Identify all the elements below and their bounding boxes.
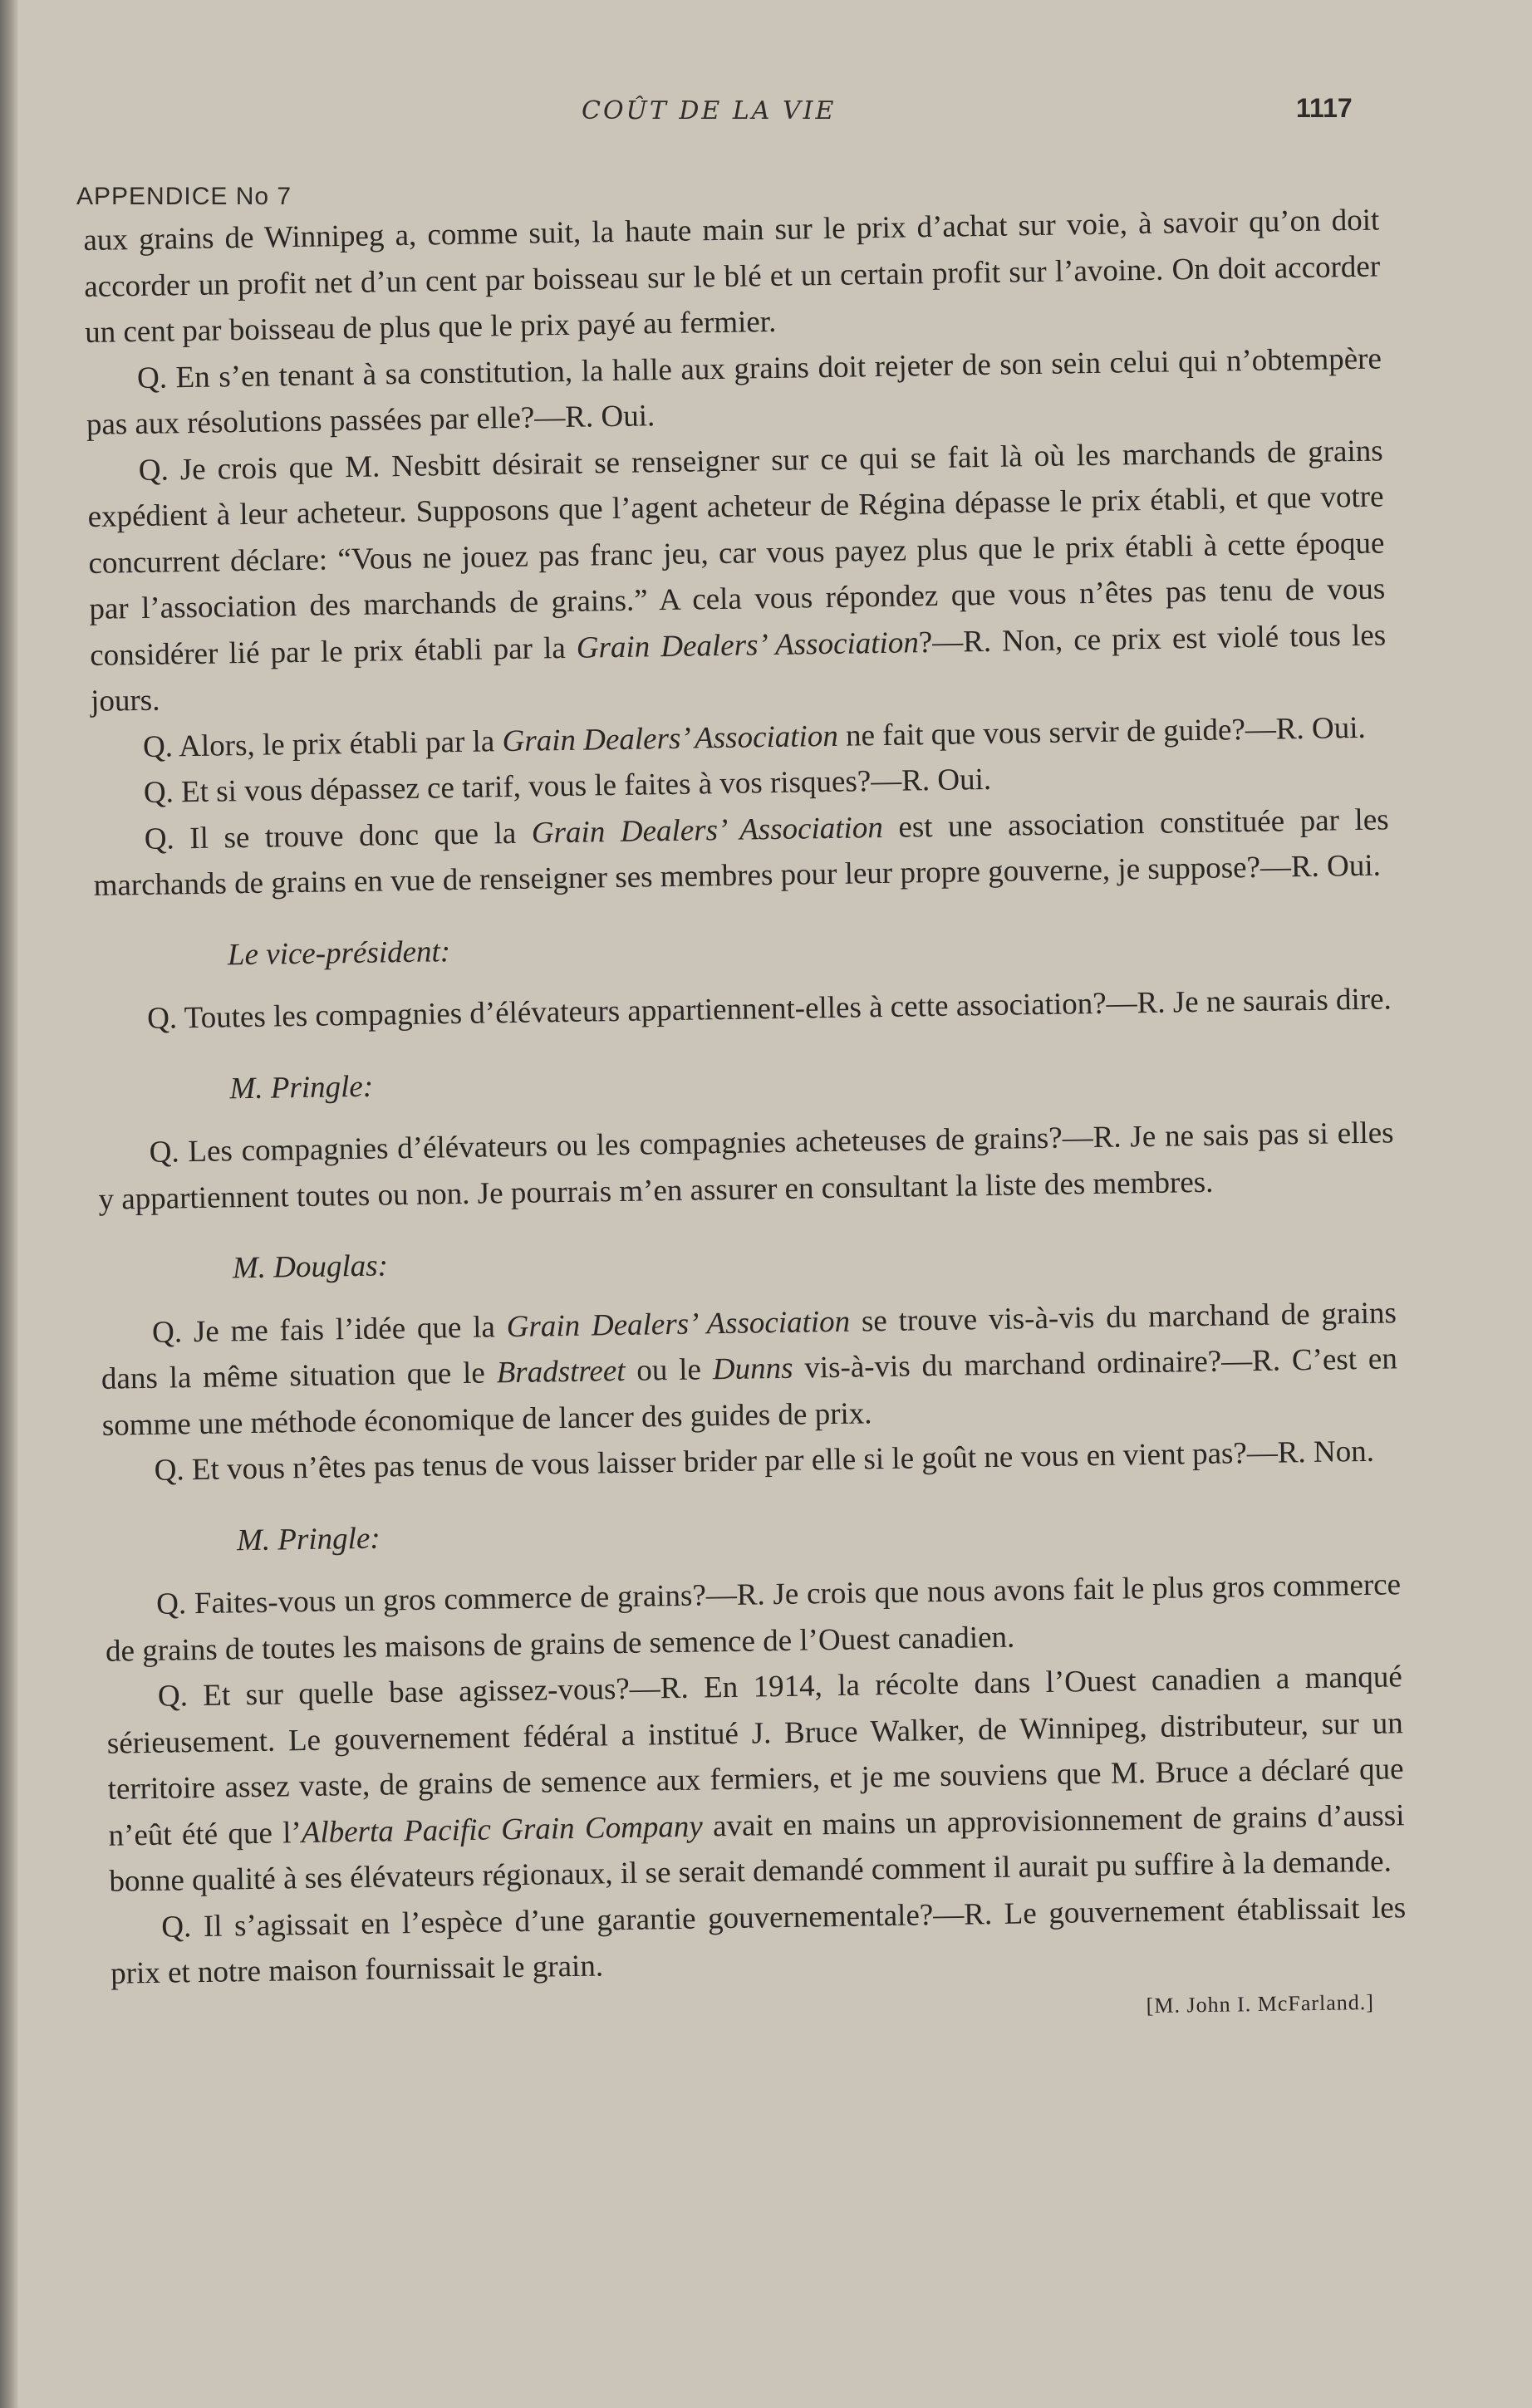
paragraph-continuation: aux grains de Winnipeg a, comme suit, la haute main sur le prix d’achat sur voie, à savoir qu’on doit accorder un profit net d’un cent par boisseau sur le blé et un certain profit sur l’avoine. On doit accorder un cent par boisseau de plus que le prix payé au fermier. bbox=[83, 203, 1381, 350]
running-title: COÛT DE LA VIE bbox=[582, 96, 837, 125]
paragraph-question: Q. Il s’agissait en l’espèce d’une garantie gouvernementale?—R. Le gouvernement établissait les prix et notre maison fournissait le grain. bbox=[110, 1890, 1407, 1991]
paragraph-question: Q. Et sur quelle base agissez-vous?—R. En 1914, la récolte dans l’Ouest canadien a manqué sérieusement. Le gouvernement fédéral a institué J. Bruce Walker, de Winnipeg, distributeur, sur un territoire assez vaste, de grains de semence aux fermiers, et je me souviens que M. Bruce a déclaré que n’eût été que l’Alberta Pacific Grain Company avait en mains un approvisionnement de grains d’aussi bonne qualité à ses élévateurs régionaux, il se serait demandé comment il aurait pu suffire à la demande. bbox=[106, 1660, 1405, 1899]
paragraph-question: Q. Alors, le prix établi par la Grain Dealers’ Association ne fait que vous servir de guide?—R. Oui. bbox=[142, 710, 1367, 764]
body-text bbox=[83, 197, 1407, 2038]
paragraph-question: Q. Je crois que M. Nesbitt désirait se renseigner sur ce qui se fait là où les marchands de grains expédient à leur acheteur. Supposons que l’agent acheteur de Régina dépasse le prix établi, et que votre concurrent déclare: “Vous ne jouez pas franc jeu, car vous payez plus que le prix établi à cette époque par l’association des marchands de grains.” A cela vous répondez que vous n’êtes pas tenu de vous considérer lié par le prix établi par la Grain Dealers’ Association?—R. Non, ce prix est violé tous les jours. bbox=[87, 433, 1387, 718]
running-header bbox=[0, 93, 1532, 143]
paragraph-question: Q. Faites-vous un gros commerce de grains?—R. Je crois que nous avons fait le plus gros commerce de grains de toutes les maisons de grains de semence de l’Ouest canadien. bbox=[105, 1567, 1402, 1669]
paragraph-question: Q. Et vous n’êtes pas tenus de vous laisser brider par elle si le goût ne vous en vient pas?—R. Non. bbox=[154, 1434, 1375, 1488]
witness-signature: [M. John I. McFarland.] bbox=[1146, 1989, 1375, 2018]
speaker-label: M. Douglas: bbox=[232, 1248, 389, 1286]
paragraph-question: Q. Je me fais l’idée que la Grain Dealers’ Association se trouve vis-à-vis du marchand de grains dans la même situation que le Bradstreet ou le Dunns vis-à-vis du marchand ordinaire?—R. C’est en somme une méthode économique de lancer des guides de prix. bbox=[101, 1295, 1398, 1443]
paragraph-question: Q. Toutes les compagnies d’élévateurs appartiennent-elles à cette association?—R. Je ne saurais dire. bbox=[146, 982, 1392, 1036]
paragraph-question: Q. En s’en tenant à sa constitution, la halle aux grains doit rejeter de son sein celui qui n’obtempère pas aux résolutions passées par elle?—R. Oui. bbox=[86, 341, 1382, 442]
appendix-label: APPENDICE No 7 bbox=[76, 183, 292, 210]
paragraph-question: Q. Il se trouve donc que la Grain Dealers’ Association est une association constituée par les marchands de grains en vue de renseigner ses membres pour leur propre gouverne, je suppose?—R. Oui. bbox=[93, 802, 1389, 903]
paragraph-question: Q. Les compagnies d’élévateurs ou les compagnies acheteuses de grains?—R. Je ne sais pas si elles y appartiennent toutes ou non. Je pourrais m’en assurer en consultant la liste des membres. bbox=[98, 1116, 1394, 1217]
speaker-label: M. Pringle: bbox=[236, 1521, 381, 1557]
page-binding-edge bbox=[0, 0, 18, 2408]
page-number: 1117 bbox=[1296, 93, 1353, 123]
paragraph-question: Q. Et si vous dépassez ce tarif, vous le faites à vos risques?—R. Oui. bbox=[143, 762, 992, 810]
speaker-label: M. Pringle: bbox=[229, 1069, 374, 1106]
speaker-label: Le vice-président: bbox=[227, 934, 451, 972]
